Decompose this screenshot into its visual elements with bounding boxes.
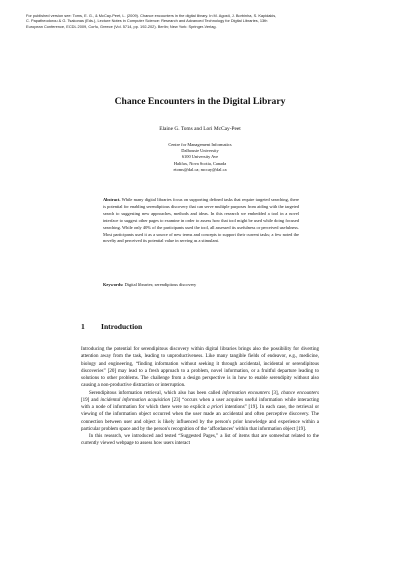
paper-authors: Elaine G. Toms and Lori McCay-Peet (159, 126, 241, 132)
paragraph: Serendipitous information retrieval, which also has been called information encounters [3], chance encounters [19] and incidental information acquisition [23] “occurs when a user acquires useful information while interacting with a node of information for which there were no explicit a priori intentions” [19]. In each case, the retrieval or viewing of the information object occurred when the user made an accidental and often perceptive discovery. The connection between user and object is likely influenced by the person's prior knowledge and experience within a particular problem space and by the person's recognition of the ‘affordances’ within that information object [19]. (81, 390, 319, 432)
affiliation-line: Dalhousie University (181, 148, 219, 154)
abstract-label: Abstract. (103, 197, 121, 202)
section-title: Introduction (101, 322, 143, 331)
author-affiliation (0, 142, 400, 173)
author-emails: etoms@dal.ca; mccay@dal.ca (173, 166, 227, 172)
body-text (81, 346, 319, 448)
abstract (103, 197, 299, 245)
publication-note-line: European Conference, ECDL 2009, Corfu, Greece (Vol. 5714, pp. 192-202). Berlin; New York: Springer-Verlag. (26, 23, 217, 29)
section-heading (81, 322, 142, 331)
keywords (103, 282, 299, 287)
paragraph: In this research, we introduced and tested “Suggested Pages,” a list of items that are somewhat related to the currently viewed webpage to assess how users interact (81, 434, 319, 447)
publication-note (26, 13, 376, 29)
keywords-label: Keywords: (103, 282, 124, 287)
affiliation-line: Centre for Management Informatics (168, 142, 232, 147)
abstract-text: While many digital libraries focus on supporting defined tasks that require targeted searching, there is potential for enabling serendipitous discovery that can serve multiple purposes from aiding with the targeted search to suggesting new approaches, methods and ideas. In this research we embedded a tool in a novel interface to suggest other pages to examine in order to assess how that tool might be used while doing focused searching. While only 40% of the participants used the tool, all assessed its usefulness or perceived usefulness. Most participants used it as a source of new terms and concepts to support their current tasks; a few noted the novelty and perceived its potential value in serving as a stimulant. (103, 197, 299, 244)
section-number: 1 (81, 322, 85, 331)
keywords-text: Digital libraries; serendipitous discovery (124, 282, 197, 287)
paper-title: Chance Encounters in the Digital Library (114, 96, 286, 107)
publication-note-line: C. Papatheodorou & G. Tsakonas (Eds.), Lecture Notes in Computer Science: Research and Advanced Technology for Digital Libraries, 13th (26, 18, 268, 24)
affiliation-line: Halifax, Nova Scotia, Canada (173, 160, 227, 166)
paragraph: Introducing the potential for serendipitous discovery within digital libraries brings also the possibility for diverting attention away from the task, leading to unproductiveness. Like many tangible fields of endeavor, e.g., medicine, biology and engineering, “finding information without seeking it through accidental, incidental or serendipitous discoveries” [20] may lead to a fresh approach to a problem, novel information, or a fruitful departure leading to solutions to other problems. The challenge from a design perspective is in how to enable serendipity without also causing a non-productive distraction or interruption. (81, 347, 319, 389)
affiliation-line: 6100 University Ave (181, 154, 219, 160)
publication-note-line: For published version see: Toms, E. G., & McCay-Peet, L. (2009). Chance encounters in the digital library. In M. Agosti, J. Borbinha, S. Kapidakis, (26, 13, 277, 18)
